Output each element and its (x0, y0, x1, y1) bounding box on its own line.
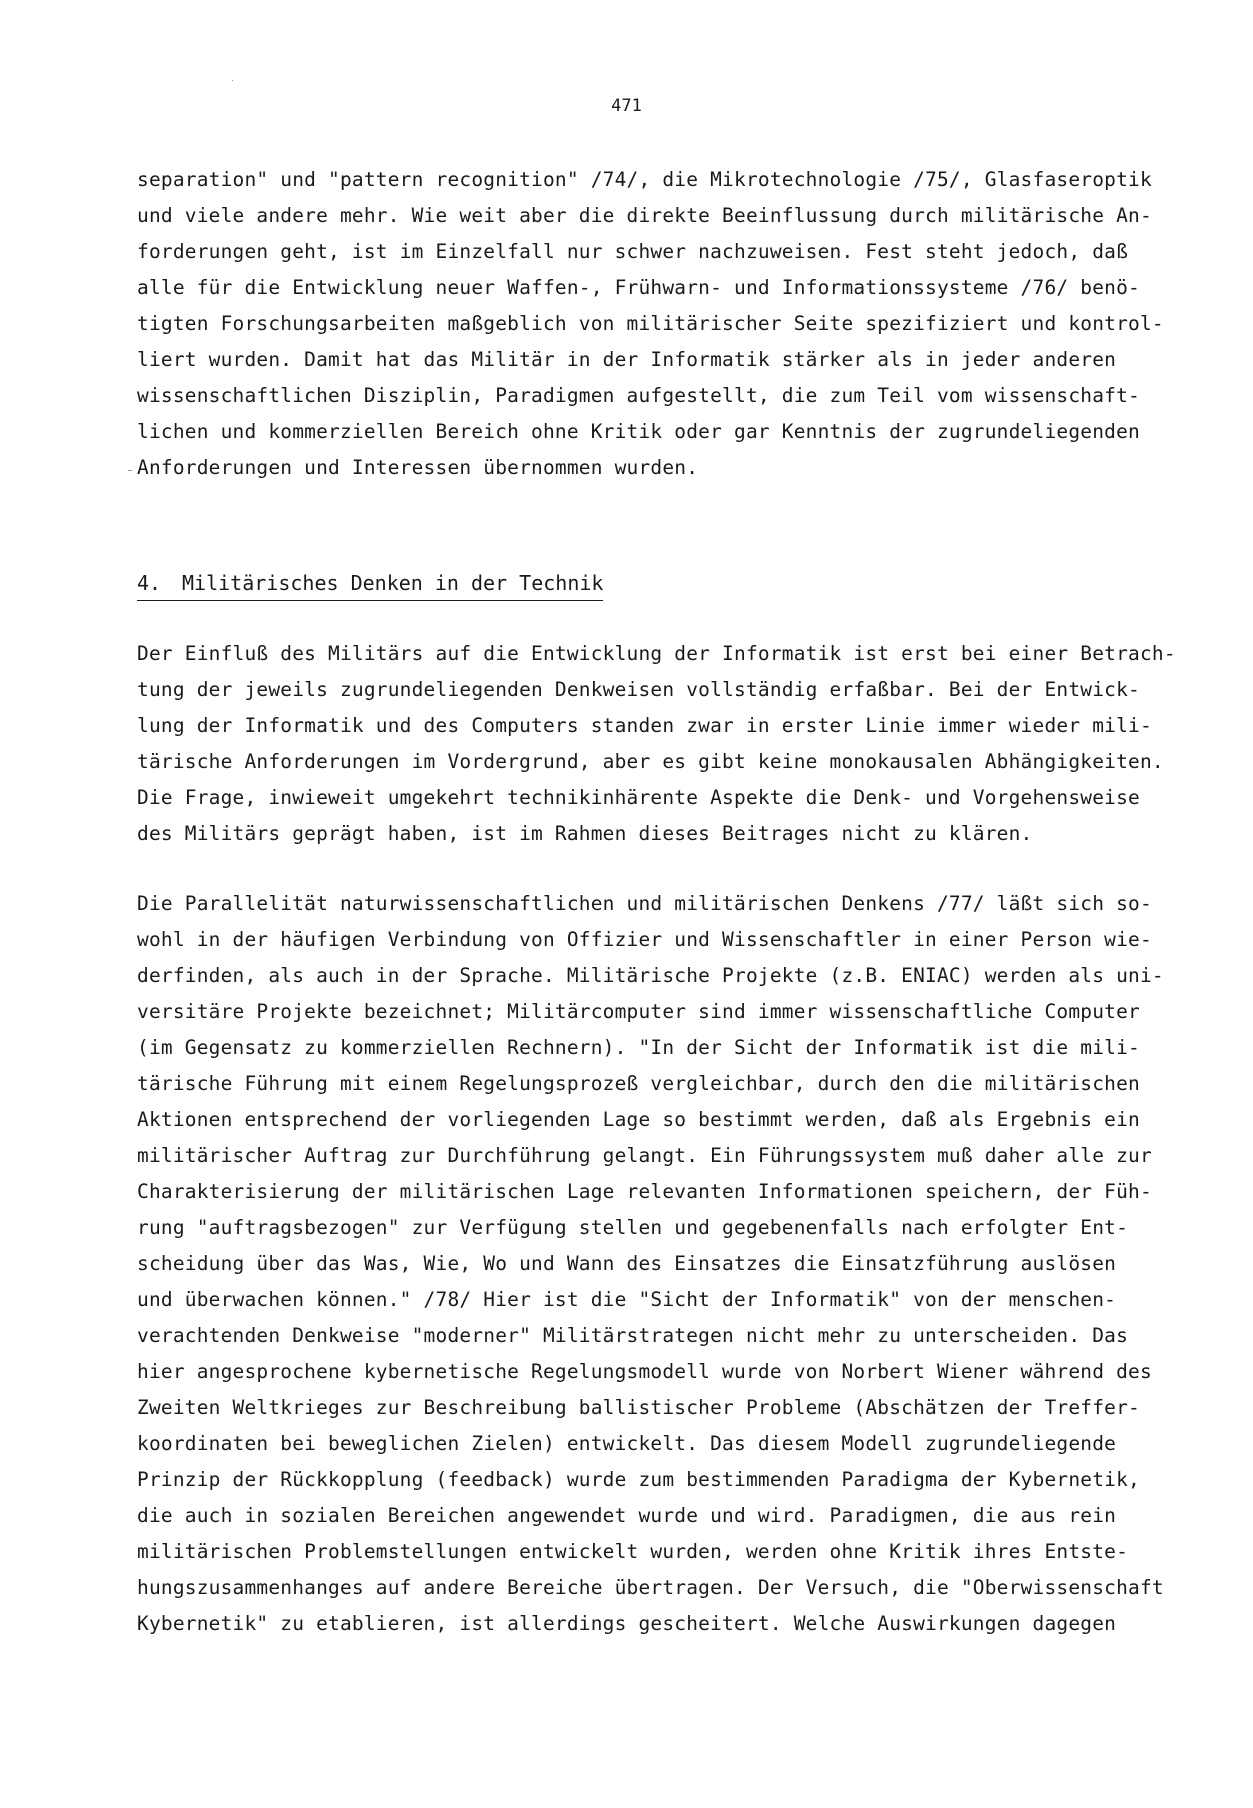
text-line: separation" und "pattern recognition" /74/, die Mikrotechnologie /75/, Glasfaseroptik (137, 168, 1152, 191)
text-line: alle für die Entwicklung neuer Waffen-, Frühwarn- und Informationssysteme /76/ benö- (137, 276, 1140, 299)
text-line: lichen und kommerziellen Bereich ohne Kritik oder gar Kenntnis der zugrundeliegenden (137, 420, 1140, 443)
text-line: wissenschaftlichen Disziplin, Paradigmen aufgestellt, die zum Teil vom wissenschaft- (137, 384, 1140, 407)
text-line: Zweiten Weltkrieges zur Beschreibung ballistischer Probleme (Abschätzen der Treffer- (137, 1396, 1140, 1419)
text-line: tärische Anforderungen im Vordergrund, aber es gibt keine monokausalen Abhängigkeiten. (137, 750, 1164, 773)
text-line: Kybernetik" zu etablieren, ist allerdings gescheitert. Welche Auswirkungen dagegen (137, 1612, 1117, 1635)
section-heading (137, 568, 603, 601)
text-line: forderungen geht, ist im Einzelfall nur schwer nachzuweisen. Fest steht jedoch, daß (137, 240, 1129, 263)
text-line: Charakterisierung der militärischen Lage relevanten Informationen speichern, der Füh- (137, 1180, 1152, 1203)
text-line: rung "auftragsbezogen" zur Verfügung stellen und gegebenenfalls nach erfolgter Ent- (137, 1216, 1129, 1239)
text-line: tigten Forschungsarbeiten maßgeblich von militärischer Seite spezifiziert und kontrol- (137, 312, 1164, 335)
page-number: 471 (611, 96, 642, 116)
text-line: tung der jeweils zugrundeliegenden Denkweisen vollständig erfaßbar. Bei der Entwick- (137, 678, 1140, 701)
text-line: verachtenden Denkweise "moderner" Militärstrategen nicht mehr zu unterscheiden. Das (137, 1324, 1129, 1347)
text-line: militärischer Auftrag zur Durchführung gelangt. Ein Führungssystem muß daher alle zur (137, 1144, 1152, 1167)
text-line: und viele andere mehr. Wie weit aber die direkte Beeinflussung durch militärische An- (137, 204, 1152, 227)
text-line: und überwachen können." /78/ Hier ist die "Sicht der Informatik" von der menschen- (137, 1288, 1117, 1311)
text-line: lung der Informatik und des Computers standen zwar in erster Linie immer wieder mili- (137, 714, 1152, 737)
text-line: derfinden, als auch in der Sprache. Militärische Projekte (z.B. ENIAC) werden als uni- (137, 964, 1164, 987)
text-line: militärischen Problemstellungen entwickelt wurden, werden ohne Kritik ihres Entste- (137, 1540, 1129, 1563)
scan-speck (232, 80, 233, 81)
text-line: koordinaten bei beweglichen Zielen) entwickelt. Das diesem Modell zugrundeliegende (137, 1432, 1117, 1455)
text-line: (im Gegensatz zu kommerziellen Rechnern). "In der Sicht der Informatik ist die mili- (137, 1036, 1140, 1059)
paragraph-2 (137, 636, 1187, 852)
text-line: Die Frage, inwieweit umgekehrt technikinhärente Aspekte die Denk- und Vorgehensweise (137, 786, 1140, 809)
text-line: scheidung über das Was, Wie, Wo und Wann des Einsatzes die Einsatzführung auslösen (137, 1252, 1117, 1275)
text-line: Prinzip der Rückkopplung (feedback) wurde zum bestimmenden Paradigma der Kybernetik, (137, 1468, 1140, 1491)
text-line: hier angesprochene kybernetische Regelungsmodell wurde von Norbert Wiener während des (137, 1360, 1152, 1383)
text-line: die auch in sozialen Bereichen angewendet wurde und wird. Paradigmen, die aus rein (137, 1504, 1117, 1527)
text-line: tärische Führung mit einem Regelungsprozeß vergleichbar, durch den die militärischen (137, 1072, 1140, 1095)
text-line: Die Parallelität naturwissenschaftlichen und militärischen Denkens /77/ läßt sich so- (137, 892, 1152, 915)
text-line: Anforderungen und Interessen übernommen wurden. (137, 456, 699, 479)
text-line: des Militärs geprägt haben, ist im Rahmen dieses Beitrages nicht zu klären. (137, 822, 1033, 845)
text-line: wohl in der häufigen Verbindung von Offizier und Wissenschaftler in einer Person wie- (137, 928, 1152, 951)
paragraph-3 (137, 886, 1187, 1642)
section-title: Militärisches Denken in der Technik (182, 571, 604, 595)
section-number: 4. (137, 571, 162, 595)
paragraph-1 (137, 162, 1187, 486)
text-line: versitäre Projekte bezeichnet; Militärcomputer sind immer wissenschaftliche Computer (137, 1000, 1140, 1023)
margin-mark (128, 470, 132, 471)
text-line: Der Einfluß des Militärs auf die Entwicklung der Informatik ist erst bei einer Betrach- (137, 642, 1176, 665)
text-line: Aktionen entsprechend der vorliegenden Lage so bestimmt werden, daß als Ergebnis ein (137, 1108, 1140, 1131)
text-line: hungszusammenhanges auf andere Bereiche übertragen. Der Versuch, die "Oberwissenschaft (137, 1576, 1164, 1599)
text-line: liert wurden. Damit hat das Militär in der Informatik stärker als in jeder anderen (137, 348, 1117, 371)
